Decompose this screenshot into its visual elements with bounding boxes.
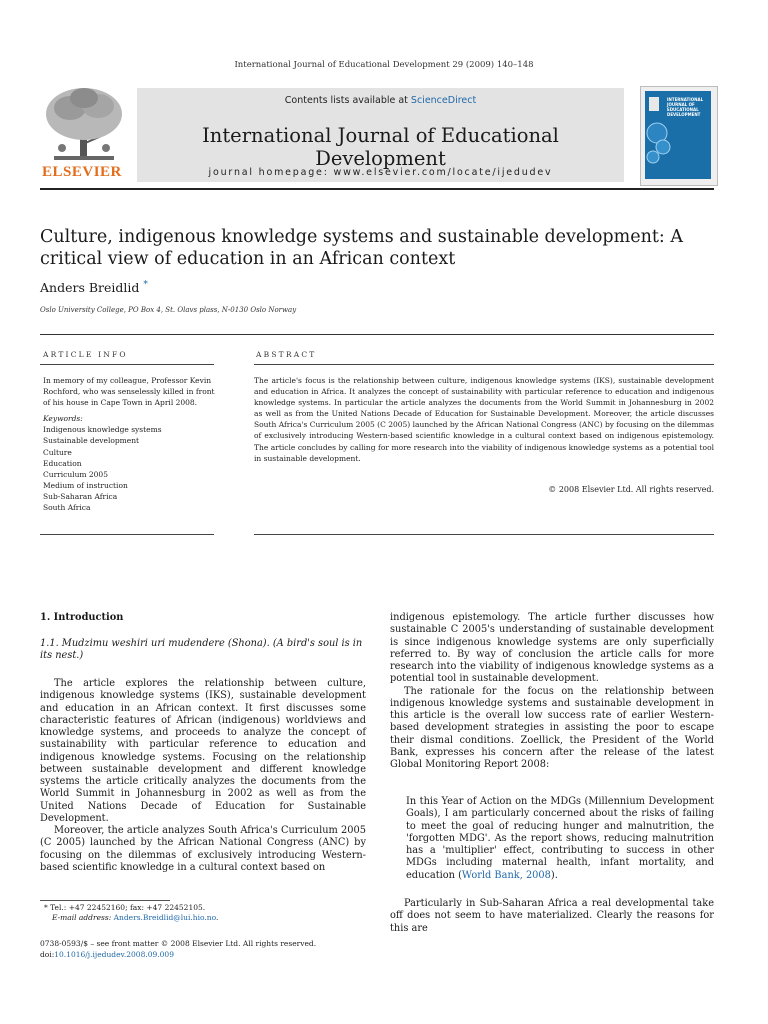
section-heading: 1. Introduction [40, 612, 124, 623]
keyword: Culture [43, 447, 72, 457]
abstract-text: The article's focus is the relationship between culture, indigenous knowledge systems (IKS), sustainable development and education in Africa. It analyzes the concept of sustainability with particular reference to education and indigenous knowledge systems. In particular the article analyzes the documents from the World Summit in Johannesburg in 2002 as well as from the United Nations Decade of Education for Sustainable Development. Moreover, the article discusses South Africa's Curriculum 2005 (C 2005) launched by the African National Congress (ANC) by focusing on the dilemmas of exclusively introducing Western-based scientific knowledge in a cultural context based on indigenous epistemology. The article concludes by calling for more research into the viability of indigenous knowledge systems as a potential tool in sustainable development. [254, 376, 714, 463]
quote-text: In this Year of Action on the MDGs (Millennium Development Goals), I am particularly concerned about the risks of failing to meet the goal of reducing hunger and malnutrition, the 'forgotten MDG'. As the report shows, reducing malnutrition has a 'multiplier' effect, contributing to success in other MDGs including maternal health, infant mortality, and education ( [406, 796, 714, 881]
article-info [43, 375, 215, 513]
email-end: . [216, 913, 219, 922]
keyword: Sub-Saharan Africa [43, 491, 118, 501]
keyword: Medium of instruction [43, 480, 128, 490]
journal-header-box [137, 88, 624, 182]
footnote [44, 903, 364, 923]
footnote-mark: * [44, 903, 48, 912]
author-email-link[interactable]: Anders.Breidlid@lui.hio.no [113, 913, 216, 922]
keyword: Curriculum 2005 [43, 469, 108, 479]
article-title: Culture, indigenous knowledge systems and sustainable development: A critical view of education in an African context [40, 227, 683, 269]
title-rule [40, 334, 714, 335]
left-column [40, 678, 366, 874]
abstract-bottom-rule [254, 534, 714, 535]
sciencedirect-link[interactable]: ScienceDirect [410, 95, 477, 106]
paragraph: The article explores the relationship between culture, indigenous knowledge systems (IKS), sustainable development and education in an African context. It first discusses some characteristic features of African (indigenous) worldviews and knowledge systems, and proceeds to analyze the concept of sustainability with particular reference to education and indigenous knowledge systems. Focusing on the relationship between sustainable development and different knowledge systems the article critically analyzes the documents from the World Summit in Johannesburg in 2002 as well as from the United Nations Decade of Education for Sustainable Development. [40, 678, 366, 824]
journal-cover-thumbnail [640, 86, 718, 186]
cover-title: INTERNATIONAL JOURNAL OF EDUCATIONAL DEVELOPMENT [667, 97, 704, 117]
issn-line: 0738-0593/$ – see front matter © 2008 Elsevier Ltd. All rights reserved. [40, 939, 317, 948]
article-info-heading: ARTICLE INFO [43, 350, 128, 359]
paragraph: Particularly in Sub-Saharan Africa a real developmental take off does not seem to have materialized. Clearly the reasons for this are [390, 898, 714, 934]
article-info-rule [40, 364, 214, 365]
subsection-heading: 1.1. Mudzimu weshiri uri mudendere (Shona). (A bird's soul is in its nest.) [40, 638, 363, 662]
page-footer [40, 938, 370, 960]
block-quote [406, 796, 714, 882]
keyword: Education [43, 458, 82, 468]
abstract-rule [254, 364, 714, 365]
author-footnote-mark[interactable]: * [143, 280, 148, 290]
running-head: International Journal of Educational Development 29 (2009) 140–148 [234, 60, 534, 70]
journal-homepage[interactable]: journal homepage: www.elsevier.com/locate/ijedudev [208, 167, 553, 178]
paragraph: indigenous epistemology. The article further discusses how sustainable C 2005's understanding of sustainable development is since indigenous knowledge systems are only superficially referred to. By way of conclusion the article calls for more research into the viability of indigenous knowledge systems as a potential tool in sustainable development. [390, 612, 714, 685]
right-column [390, 612, 714, 771]
citation-link[interactable]: World Bank, 2008 [461, 869, 551, 881]
keyword: Indigenous knowledge systems [43, 425, 162, 435]
footnote-tel: Tel.: +47 22452160; fax: +47 22452105. [50, 903, 206, 912]
author-name: Anders Breidlid [40, 280, 140, 296]
doi-label: doi: [40, 950, 55, 959]
quote-end: ). [550, 869, 558, 881]
publisher-logo-text: ELSEVIER [42, 164, 122, 180]
contents-line [137, 95, 624, 106]
cover-artwork [645, 91, 711, 179]
abstract-heading: ABSTRACT [256, 350, 317, 359]
article-info-bottom-rule [40, 534, 214, 535]
keywords-label: Keywords: [43, 414, 83, 424]
author-line [40, 280, 148, 295]
email-label: E-mail address: [52, 913, 114, 922]
header-rule [40, 188, 714, 190]
masthead [40, 84, 720, 184]
right-column-continued [390, 898, 714, 935]
author-affiliation: Oslo University College, PO Box 4, St. Olavs plass, N-0130 Oslo Norway [40, 306, 297, 314]
abstract-copyright: © 2008 Elsevier Ltd. All rights reserved. [548, 485, 714, 494]
doi-link[interactable]: 10.1016/j.ijedudev.2008.09.009 [54, 950, 174, 959]
journal-title: International Journal of Educational Development [202, 124, 559, 170]
dedication: In memory of my colleague, Professor Kevin Rochford, who was senselessly killed in front of his house in Cape Town in April 2008. [43, 376, 215, 408]
contents-prefix: Contents lists available at [284, 95, 411, 106]
paragraph: Moreover, the article analyzes South Africa's Curriculum 2005 (C 2005) launched by the African National Congress (ANC) by focusing on the dilemmas of exclusively introducing Western-based scientific knowledge in a cultural context based on [40, 825, 366, 873]
footnote-rule [40, 900, 170, 901]
elsevier-tree-logo-icon [40, 84, 128, 180]
keyword: South Africa [43, 503, 91, 513]
keyword: Sustainable development [43, 436, 140, 446]
paragraph: The rationale for the focus on the relationship between indigenous knowledge systems and sustainable development in this article is the overall low success rate of earlier Western-based development strategies in assisting the poor to escape their dismal conditions. Zoellick, the President of the World Bank, expresses his concern after the release of the latest Global Monitoring Report 2008: [390, 685, 714, 770]
